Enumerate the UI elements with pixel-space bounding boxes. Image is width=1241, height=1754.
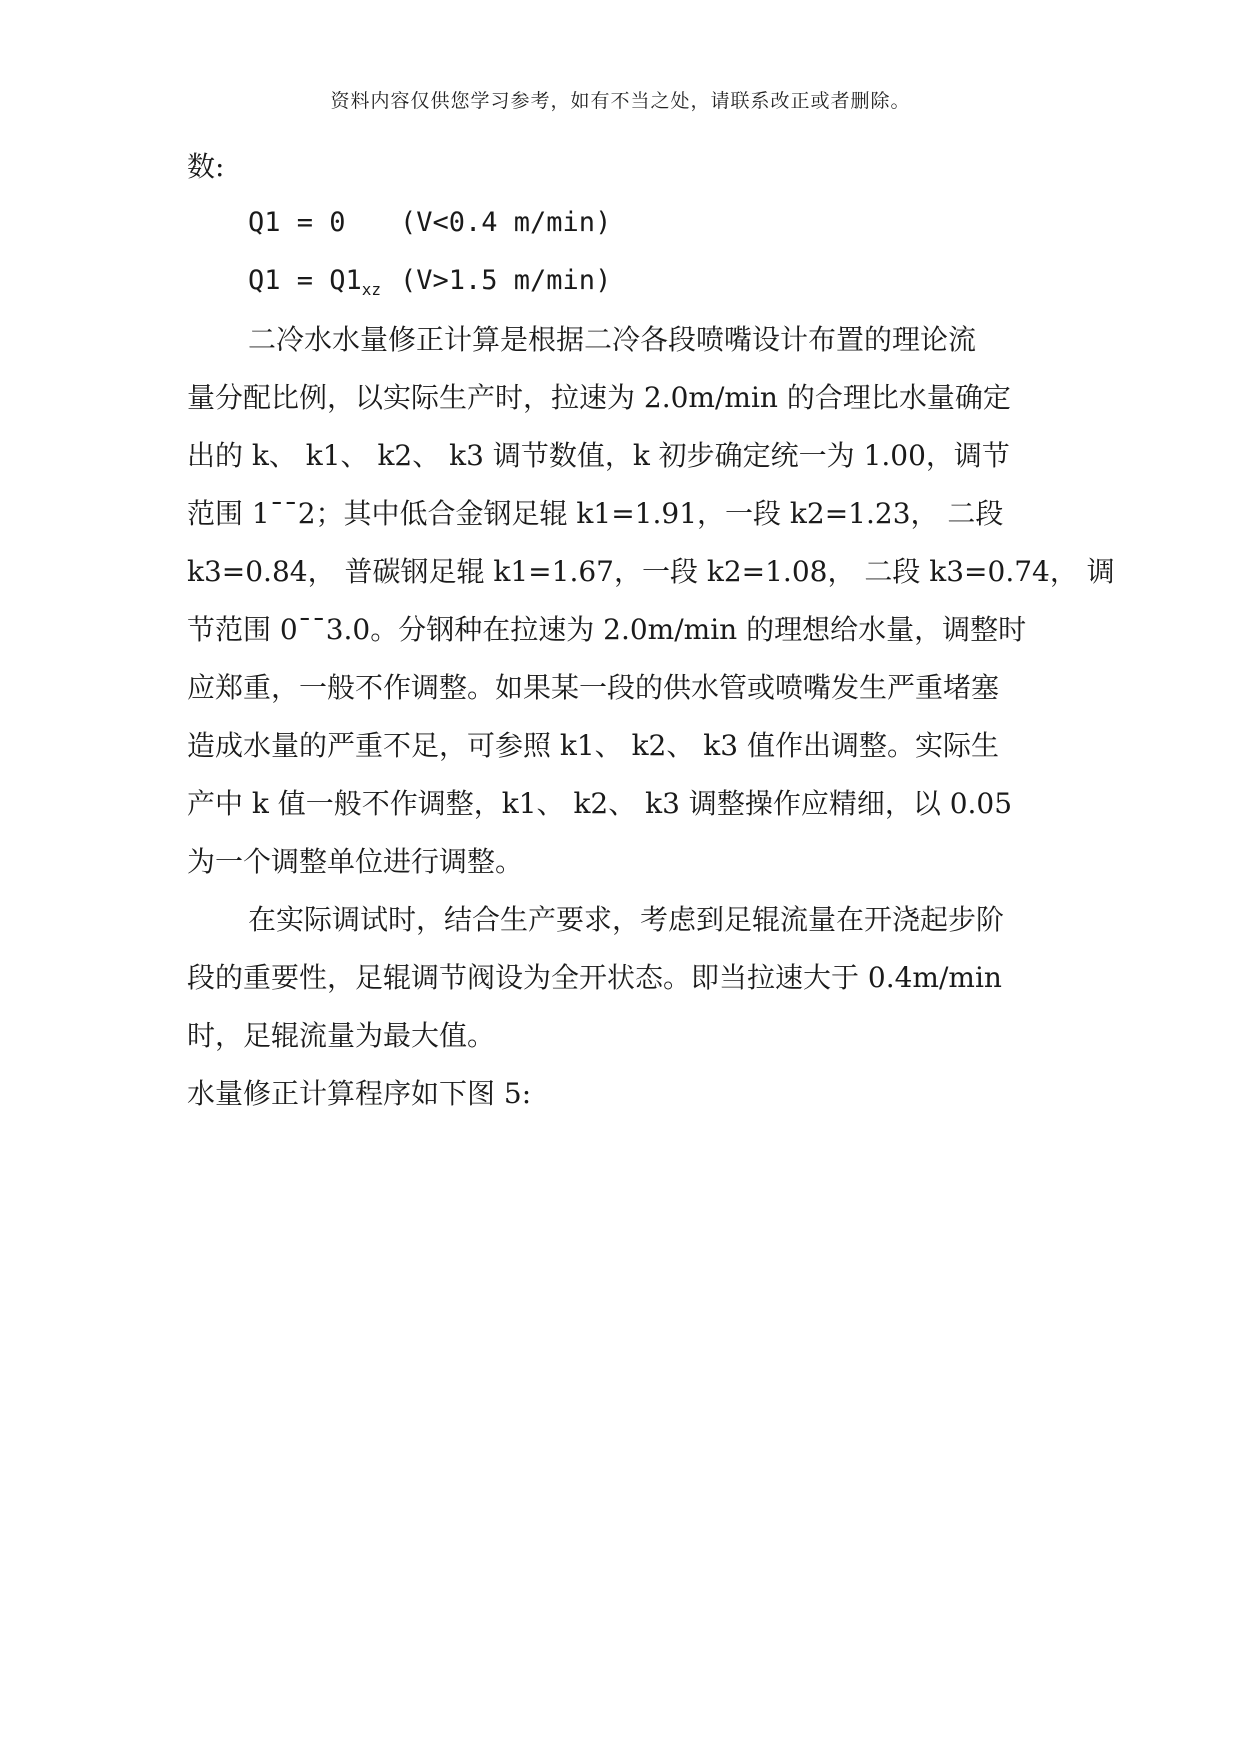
formula-line-2 [248,261,612,301]
continuation-text: 数: [187,150,225,183]
page-header-notice: 资料内容仅供您学习参考，如有不当之处，请联系改正或者删除。 [330,90,911,112]
paragraph-line: 量分配比例，以实际生产时，拉速为 2.0m/min 的合理比水量确定 [187,381,1011,414]
formula-line-1 [248,203,612,243]
formula-1-condition: (V<0.4 m/min) [400,207,612,238]
formula-2-condition: (V>1.5 m/min) [400,265,612,296]
paragraph-line: 二冷水水量修正计算是根据二冷各段喷嘴设计布置的理论流 [248,323,977,356]
paragraph-line: 时，足辊流量为最大值。 [187,1019,496,1052]
figure-caption: 水量修正计算程序如下图 5: [187,1077,532,1110]
formula-1-lhs: Q1 = 0 [248,207,346,238]
formula-2-subscript: xz [361,280,382,299]
paragraph-line: 在实际调试时，结合生产要求，考虑到足辊流量在开浇起步阶 [248,903,1005,936]
paragraph-line: 节范围 0¯¯3.0。分钢种在拉速为 2.0m/min 的理想给水量，调整时 [187,613,1027,646]
paragraph-line: 应郑重，一般不作调整。如果某一段的供水管或喷嘴发生严重堵塞 [187,671,1000,704]
paragraph-line: 产中 k 值一般不作调整，k1、 k2、 k3 调整操作应精细，以 0.05 [187,787,1013,820]
paragraph-line: 造成水量的严重不足，可参照 k1、 k2、 k3 值作出调整。实际生 [187,729,999,762]
paragraph-line: 出的 k、 k1、 k2、 k3 调节数值，k 初步确定统一为 1.00，调节 [187,439,1010,472]
paragraph-line: k3=0.84， 普碳钢足辊 k1=1.67，一段 k2=1.08， 二段 k3=0.74， 调 [187,555,1115,588]
paragraph-line: 为一个调整单位进行调整。 [187,845,524,878]
paragraph-line: 范围 1¯¯2；其中低合金钢足辊 k1=1.91，一段 k2=1.23， 二段 [187,497,1004,530]
formula-2-lhs: Q1 = Q1 [248,265,362,296]
paragraph-line: 段的重要性，足辊调节阀设为全开状态。即当拉速大于 0.4m/min [187,961,1002,994]
